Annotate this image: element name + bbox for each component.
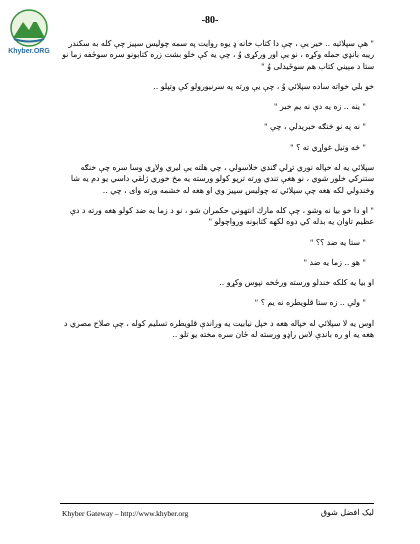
paragraph: خو بلي خواته ساده سپلائي وُ ، چې يې ورته په سرنيورولو كې وتپلو ..: [153, 81, 374, 91]
paragraph: " ولې .. زه ستا قلويطره نه يم ؟ ": [254, 298, 366, 308]
logo-caption: Khyber.ORG: [8, 48, 50, 55]
paragraph: " ينه .. زه يه دې نه يم خبر ": [273, 102, 366, 112]
paragraph: او بيا يه كلكه خندلو ورسته ورځخه نپوس وكړو ..: [219, 278, 374, 288]
mountain-logo-icon: [6, 8, 52, 48]
paragraph: سپلائي يه له خپاله نوري تړلي ګندي خلاسولي ، چي هلته يې ليري ولاړي وسا سره چې خنګه ستنركي خلور شوي ، نو هغې تندي ورته ترپو كولو ورسته يه مخ خوري ژلقي داسي يو دم يه شا وڅندولي لكه هغه چې سپلائي ته چوليس سپيز وي او هغه له خشمه ورته وای ، چي ..: [70, 163, 374, 195]
footer-divider: [60, 503, 374, 504]
paragraph: " نه په نو څنګه خبريدلي ، چې ": [263, 122, 366, 132]
paragraph: " هو .. زما يه ضد ": [303, 257, 366, 267]
paragraph: " هې سپلائيه .. خير يې ، چې دا كتاب خانه ډ يوه روايت په سمه چوليس سپيز چې كله به سكندر ريبه بانډي حمله وكړه ، نو يې اور وركړى وُ ، چې يه كې خلو بشت زره كتابونو سره سوځفه زما نو ستا د مېيني كتاب هم سوځيدلى وُ ": [62, 39, 374, 71]
paragraph: " څه وتيل غواړي ته ؟ ": [290, 142, 366, 152]
document-body: [60, 38, 374, 349]
paragraph: " او دا خو بيا نه وشو ، چې كله مارك انتهوني حكمران شو ، نو د زما يه ضد كولو هغه ورته د دې عظيم تاوان يه بدله كي دوه لكهه كتابونه ورواچولو ": [69, 205, 374, 227]
paragraph: " ستا يه ضد ؟؟ ": [309, 237, 366, 247]
page-number: -80-: [201, 15, 219, 26]
footer-author: ليک افضل شوق: [320, 508, 374, 517]
paragraph: اوس يه لا سپلائي له خپاله هغه د خپل نيابيت يه وراندې قلويطره تسليم كوله ، چې صلاح مصري د هغه يه او ره باندې لاس راډو ورسته له ځان سره مخته يو تلو ..: [63, 318, 374, 340]
footer-website: Khyber Gateway – http://www.khyber.org: [62, 509, 189, 518]
